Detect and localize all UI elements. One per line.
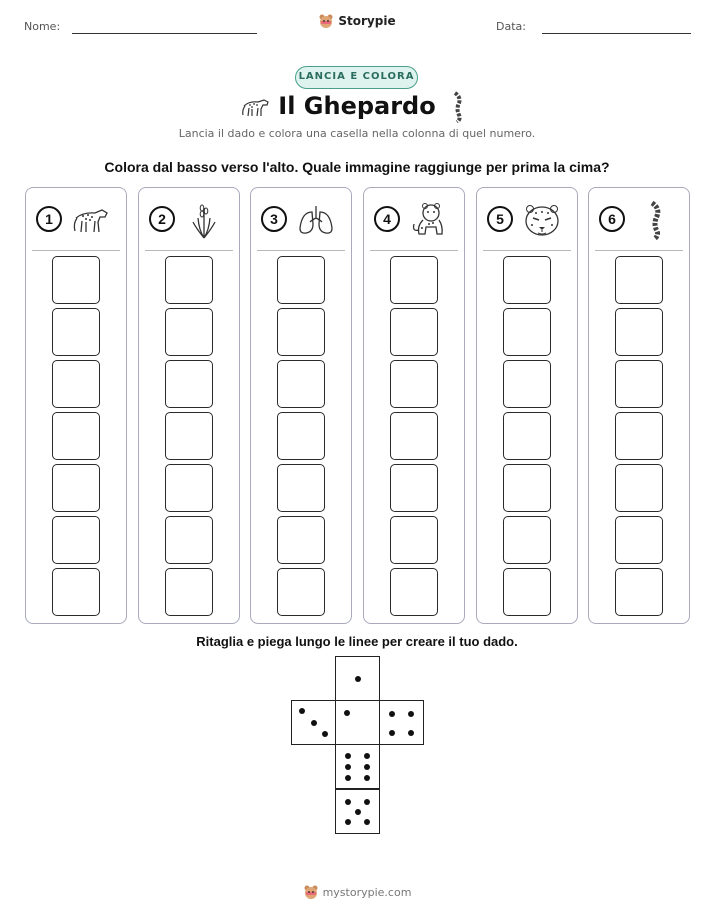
instruction: Colora dal basso verso l'alto. Quale immagine raggiunge per prima la cima? (104, 159, 610, 175)
color-box[interactable] (52, 308, 100, 356)
color-box[interactable] (277, 256, 325, 304)
die-face-5 (335, 789, 380, 834)
color-box[interactable] (165, 308, 213, 356)
die-pip (322, 731, 328, 737)
color-box[interactable] (165, 256, 213, 304)
die-pip (364, 775, 370, 781)
color-box[interactable] (390, 256, 438, 304)
die-face-3 (291, 700, 336, 745)
color-box[interactable] (52, 360, 100, 408)
die-pip (355, 809, 361, 815)
name-label: Nome: (24, 20, 61, 33)
color-box[interactable] (165, 412, 213, 460)
color-box[interactable] (615, 464, 663, 512)
die-pip (408, 730, 414, 736)
die-pip (345, 764, 351, 770)
die-face-4 (379, 700, 424, 745)
column-number: 3 (261, 206, 287, 232)
color-box[interactable] (277, 308, 325, 356)
color-box[interactable] (390, 516, 438, 564)
die-pip (389, 730, 395, 736)
die-pip (299, 708, 305, 714)
storypie-mascot-icon (303, 884, 319, 900)
die-pip (345, 819, 351, 825)
brand-logo (0, 13, 714, 34)
die-pip (311, 720, 317, 726)
activity-badge: LANCIA E COLORA (295, 66, 418, 89)
color-box[interactable] (52, 516, 100, 564)
column-4 (363, 187, 465, 624)
color-box[interactable] (52, 464, 100, 512)
column-number: 2 (149, 206, 175, 232)
spine-icon (447, 91, 467, 123)
die-pip (389, 711, 395, 717)
die-face-6 (335, 744, 380, 789)
column-1 (25, 187, 127, 624)
color-box[interactable] (390, 360, 438, 408)
subtitle: Lancia il dado e colora una casella nella colonna di quel numero. (178, 127, 536, 140)
column-3 (250, 187, 352, 624)
die-pip (364, 799, 370, 805)
color-box[interactable] (390, 308, 438, 356)
cheetah-icon (71, 200, 111, 240)
lungs-icon (296, 200, 336, 240)
color-box[interactable] (615, 360, 663, 408)
dice-instruction: Ritaglia e piega lungo le linee per creare il tuo dado. (196, 634, 518, 649)
color-box[interactable] (277, 516, 325, 564)
column-number: 4 (374, 206, 400, 232)
die-face-1 (335, 700, 380, 745)
color-box[interactable] (390, 464, 438, 512)
column-2 (138, 187, 240, 624)
color-box[interactable] (615, 568, 663, 616)
brand-name: Storypie (338, 14, 396, 28)
color-box[interactable] (277, 412, 325, 460)
die-pip (345, 753, 351, 759)
die-pip (408, 711, 414, 717)
color-box[interactable] (277, 360, 325, 408)
cheetah-cub-icon (409, 200, 449, 240)
column-6 (588, 187, 690, 624)
spine-icon (634, 200, 674, 240)
color-box[interactable] (277, 568, 325, 616)
page-title: Il Ghepardo (278, 92, 436, 120)
color-box[interactable] (615, 308, 663, 356)
color-box[interactable] (277, 464, 325, 512)
column-number: 5 (487, 206, 513, 232)
color-box[interactable] (52, 256, 100, 304)
column-number: 6 (599, 206, 625, 232)
color-box[interactable] (165, 464, 213, 512)
color-box[interactable] (615, 412, 663, 460)
die-pip (364, 753, 370, 759)
color-box[interactable] (503, 256, 551, 304)
color-box[interactable] (503, 412, 551, 460)
footer (0, 884, 714, 905)
color-box[interactable] (52, 412, 100, 460)
color-box[interactable] (390, 412, 438, 460)
color-box[interactable] (165, 568, 213, 616)
color-box[interactable] (390, 568, 438, 616)
die-pip (355, 676, 361, 682)
grass-icon (184, 200, 224, 240)
color-box[interactable] (165, 516, 213, 564)
die-pip (345, 799, 351, 805)
column-number: 1 (36, 206, 62, 232)
cheetah-face-icon (522, 200, 562, 240)
color-box[interactable] (503, 360, 551, 408)
die-face-1 (335, 656, 380, 701)
color-box[interactable] (615, 256, 663, 304)
footer-url[interactable]: mystorypie.com (322, 885, 412, 899)
color-box[interactable] (52, 568, 100, 616)
date-label: Data: (496, 20, 526, 33)
color-box[interactable] (615, 516, 663, 564)
column-5 (476, 187, 578, 624)
color-box[interactable] (165, 360, 213, 408)
color-box[interactable] (503, 516, 551, 564)
die-pip (345, 775, 351, 781)
color-box[interactable] (503, 464, 551, 512)
die-pip (344, 710, 350, 716)
storypie-mascot-icon (318, 13, 334, 29)
color-box[interactable] (503, 568, 551, 616)
die-pip (364, 764, 370, 770)
die-pip (364, 819, 370, 825)
color-box[interactable] (503, 308, 551, 356)
